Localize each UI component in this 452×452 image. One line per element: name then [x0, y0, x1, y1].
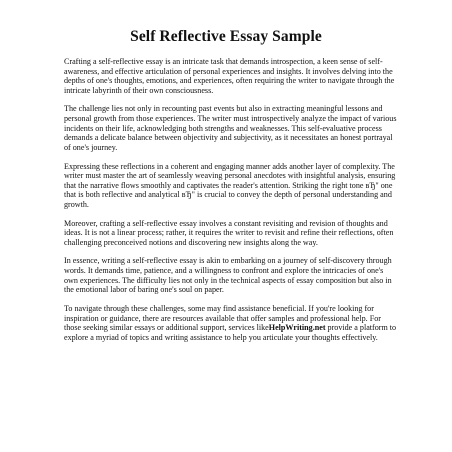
paragraph-6 [64, 304, 398, 342]
paragraph-4: Moreover, crafting a self-reflective essay involves a constant revisiting and revision of thoughts and ideas. It is not a linear process; rather, it requires the writer to revisit and refine their reflections, often challenging preconceived notions and discovering new insights along the way. [64, 218, 394, 247]
paragraph-1: Crafting a self-reflective essay is an intricate task that demands introspection, a keen sense of self-awareness, and effective articulation of personal experiences and insights. It involves delving into the depths of one's thoughts, emotions, and experiences, often requiring the writer to navigate through the intricate labyrinth of their own consciousness. [64, 57, 395, 95]
page-title: Self Reflective Essay Sample [130, 28, 322, 45]
paragraph-2: The challenge lies not only in recounting past events but also in extracting meaningful lessons and personal growth from those experiences. The writer must introspectively analyze the impact of various incidents on their life, acknowledging both strengths and weaknesses. This self-evaluative process demands a delicate balance between objectivity and subjectivity, as it necessitates an honest portrayal of one's journey. [64, 104, 397, 152]
paragraph-6-intro: To navigate through these challenges, some may find assistance beneficial. If you're looking for inspiration or guidance, there are resources available that offer samples and professional help. For those seeking similar essays or additional support, services like [64, 303, 381, 333]
helpwriting-link[interactable]: HelpWriting.net [268, 323, 326, 333]
essay-body [64, 57, 398, 351]
paragraph-5: In essence, writing a self-reflective essay is akin to embarking on a journey of self-discovery through words. It demands time, patience, and a willingness to confront and explore the intricacies of one's own experiences. The difficulty lies not only in the technical aspects of essay composition but also in the emotional labor of baring one's soul on paper. [64, 256, 392, 295]
paragraph-3: Expressing these reflections in a coherent and engaging manner adds another layer of complexity. The writer must master the art of seamlessly weaving personal anecdotes with insightful analysis, ensuring that the narrative flows smoothly and captivates the reader's attention. Striking the right tone вЂ" one that is both reflective and analytical вЂ" is crucial to convey the depth of personal understanding and growth. [64, 161, 396, 209]
paragraph-6-outro: provide a platform to explore a myriad of topics and writing assistance to help you articulate your thoughts effectively. [64, 323, 397, 342]
